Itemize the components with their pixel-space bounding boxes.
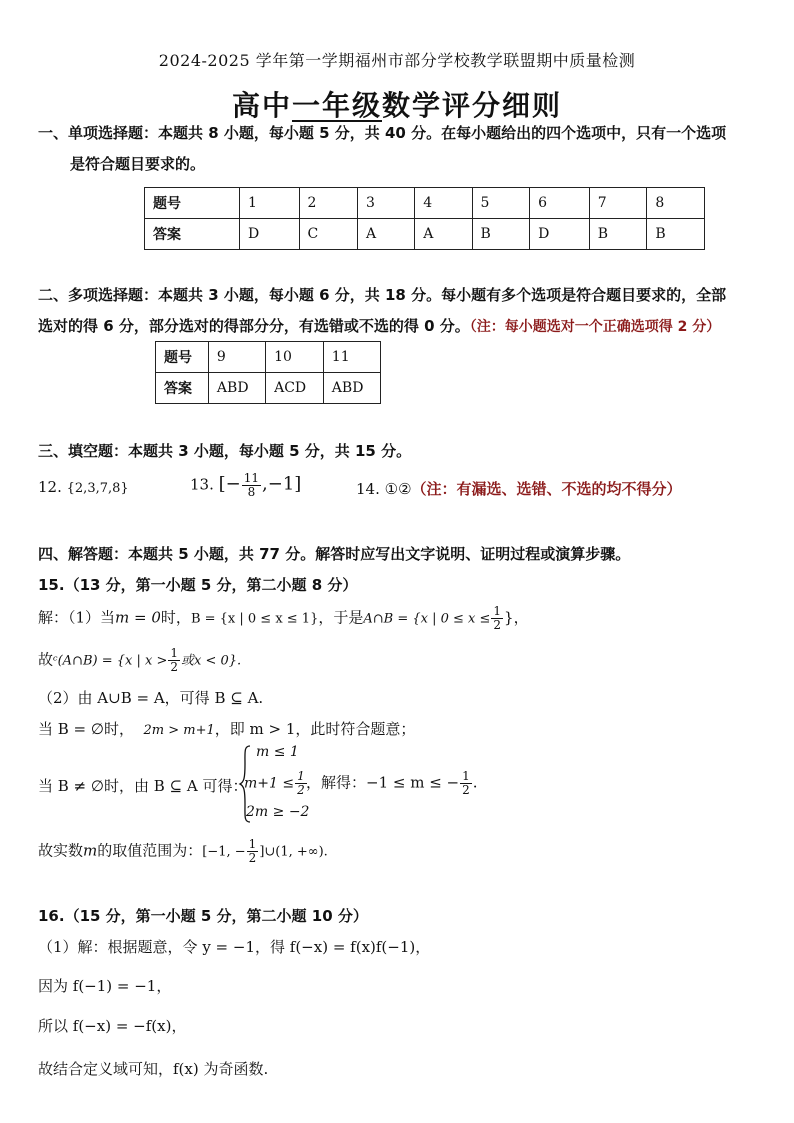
page-title (0, 84, 794, 124)
q15-l2-fraction (168, 647, 180, 674)
q16-line2: 因为 f(−1) = −1， (38, 977, 172, 995)
table-cell: C (299, 219, 358, 250)
q15-line2 (38, 647, 241, 674)
table-cell: 4 (415, 188, 472, 219)
q15-l1-set: B = {x | 0 ≤ x ≤ 1} (190, 611, 319, 627)
q15-system-row2 (244, 770, 308, 797)
table-header-cell: 答案 (145, 219, 240, 250)
table-cell: 6 (530, 188, 590, 219)
q16-line3: 所以 f(−x) = −f(x)， (38, 1017, 187, 1035)
table-cell: 2 (299, 188, 358, 219)
frac-numerator: 1 (248, 837, 257, 851)
q12-answer: {2,3,7,8} (66, 481, 129, 496)
q15-l1-c: ，于是 (318, 608, 364, 627)
q16-line4: 故结合定义域可知，f(x) 为奇函数. (38, 1060, 269, 1078)
q14-answer-line (356, 478, 682, 499)
frac-numerator: 1 (297, 769, 305, 783)
section2-heading-line2 (38, 315, 720, 336)
q13-numerator: 11 (243, 471, 260, 485)
q15-l5-fraction (460, 770, 472, 797)
table-cell: ABD (323, 373, 380, 404)
q15-system-row3: 2m ≥ −2 (246, 804, 310, 820)
q16-line1: （1）解：根据题意，令 y = −1，得 f(−x) = f(x)f(−1)， (38, 938, 431, 956)
table-cell: 7 (589, 188, 647, 219)
q13-open: [− (218, 473, 241, 495)
section3-heading: 三、填空题：本题共 3 小题，每小题 5 分，共 15 分。 (38, 442, 412, 460)
q15-line5a: 当 B ≠ ∅时，由 B ⊆ A 可得： (38, 777, 248, 795)
q15-line3: （2）由 A∪B = A，可得 B ⊆ A. (38, 689, 264, 707)
section4-heading: 四、解答题：本题共 5 小题，共 77 分。解答时应写出文字说明、证明过程或演算步骤。 (38, 545, 631, 563)
q13-fraction (242, 472, 261, 499)
q15-l2-b: ᶜ(A∩B) = {x | x > (53, 653, 168, 669)
q13-label: 13. (190, 475, 214, 494)
q15-l6-fraction (247, 838, 259, 865)
q12-answer-line (38, 478, 129, 496)
q14-answer: ①② (384, 480, 412, 498)
q13-close: ,−1] (262, 473, 302, 495)
q14-note: （注：有漏选、选错、不选的均不得分） (411, 480, 682, 498)
table-cell: 10 (266, 342, 324, 373)
q16-title: 16.（15 分，第一小题 5 分，第二小题 10 分） (38, 907, 368, 925)
title-suffix: 数学评分细则 (382, 89, 563, 122)
table-cell: ACD (266, 373, 324, 404)
table-header-cell: 题号 (145, 188, 240, 219)
frac-denominator: 2 (493, 618, 502, 632)
section2-note: （注：每小题选对一个正确选项得 2 分） (469, 319, 721, 335)
title-underlined: 一年级 (291, 89, 382, 122)
exam-subtitle: 2024-2025 学年第一学期福州市部分学校教学联盟期中质量检测 (158, 51, 636, 70)
table-header-cell: 答案 (156, 373, 209, 404)
q15-l1-m: m = 0 (115, 608, 161, 627)
frac-denominator: 2 (170, 660, 178, 674)
q15-l6-d: ]∪(1, +∞). (259, 844, 328, 860)
table-cell: B (647, 219, 705, 250)
section1-heading-line2: 是符合题目要求的。 (70, 155, 206, 173)
q15-l1-a: 解：（1）当 (38, 608, 116, 627)
table-row (156, 342, 381, 373)
table-row (145, 188, 705, 219)
table-cell: 3 (358, 188, 415, 219)
section1-heading-line1: 一、单项选择题：本题共 8 小题，每小题 5 分，共 40 分。在每小题给出的四个选项中，只有一个选项 (38, 124, 727, 142)
frac-numerator: 1 (170, 646, 178, 660)
q15-title: 15.（13 分，第一小题 5 分，第二小题 8 分） (38, 576, 358, 594)
frac-denominator: 2 (462, 783, 470, 797)
table-header-cell: 题号 (156, 342, 209, 373)
frac-denominator: 2 (248, 851, 257, 865)
table-cell: D (530, 219, 590, 250)
q15-line5b (306, 770, 478, 797)
table-row (156, 373, 381, 404)
q15-line4 (38, 718, 415, 739)
q15-line1 (38, 605, 529, 632)
q15-system-row1: m ≤ 1 (256, 744, 299, 760)
q15-l6-c: [−1, − (202, 844, 246, 860)
table-cell: 9 (208, 342, 265, 373)
q14-label: 14. (356, 480, 380, 498)
q15-l1-d: A∩B = {x | 0 ≤ x ≤ (363, 611, 491, 627)
q15-l6-m: m (83, 841, 98, 860)
section2-heading-text: 选对的得 6 分，部分选对的得部分分，有选错或不选的得 0 分。 (38, 317, 470, 335)
q13-answer-line (190, 472, 301, 499)
q15-l6-a: 故实数 (38, 841, 84, 860)
table-cell: A (358, 219, 415, 250)
q15-l5-c: . (472, 773, 478, 792)
q15-sys2-text: m+1 ≤ (244, 775, 295, 792)
section1-answer-table (144, 187, 705, 250)
table-cell: ABD (208, 373, 265, 404)
q15-l2-a: 故 (38, 650, 54, 669)
section2-answer-table (155, 341, 381, 404)
section2-heading-line1: 二、多项选择题：本题共 3 小题，每小题 6 分，共 18 分。每小题有多个选项是符合题目要求的，全部 (38, 286, 727, 304)
q15-l1-e: }， (504, 608, 529, 627)
q12-label: 12. (38, 478, 62, 496)
q13-denominator: 8 (247, 485, 256, 499)
table-cell: B (472, 219, 530, 250)
q15-l4-a: 当 B = ∅时， (38, 720, 134, 738)
q15-l1-b: 时， (160, 608, 191, 627)
table-cell: 1 (239, 188, 299, 219)
frac-numerator: 1 (462, 769, 470, 783)
table-cell: B (589, 219, 647, 250)
q15-l4-c: ，即 m > 1，此时符合题意； (214, 720, 416, 738)
table-cell: 8 (647, 188, 705, 219)
table-cell: A (415, 219, 472, 250)
table-row (145, 219, 705, 250)
q15-l1-fraction (491, 605, 503, 632)
table-cell: 5 (472, 188, 530, 219)
frac-denominator: 2 (297, 783, 305, 797)
q15-l5-b: ，解得：−1 ≤ m ≤ − (306, 773, 460, 792)
frac-numerator: 1 (493, 604, 502, 618)
q15-sys2-fraction (295, 770, 307, 797)
title-prefix: 高中 (231, 89, 292, 122)
q15-l2-c: 或x < 0}. (180, 653, 242, 669)
q15-l6-b: 的取值范围为： (97, 841, 203, 860)
table-cell: D (239, 219, 299, 250)
q15-line6 (38, 838, 328, 865)
table-cell: 11 (323, 342, 380, 373)
q15-l4-b: 2m > m+1 (143, 723, 215, 738)
